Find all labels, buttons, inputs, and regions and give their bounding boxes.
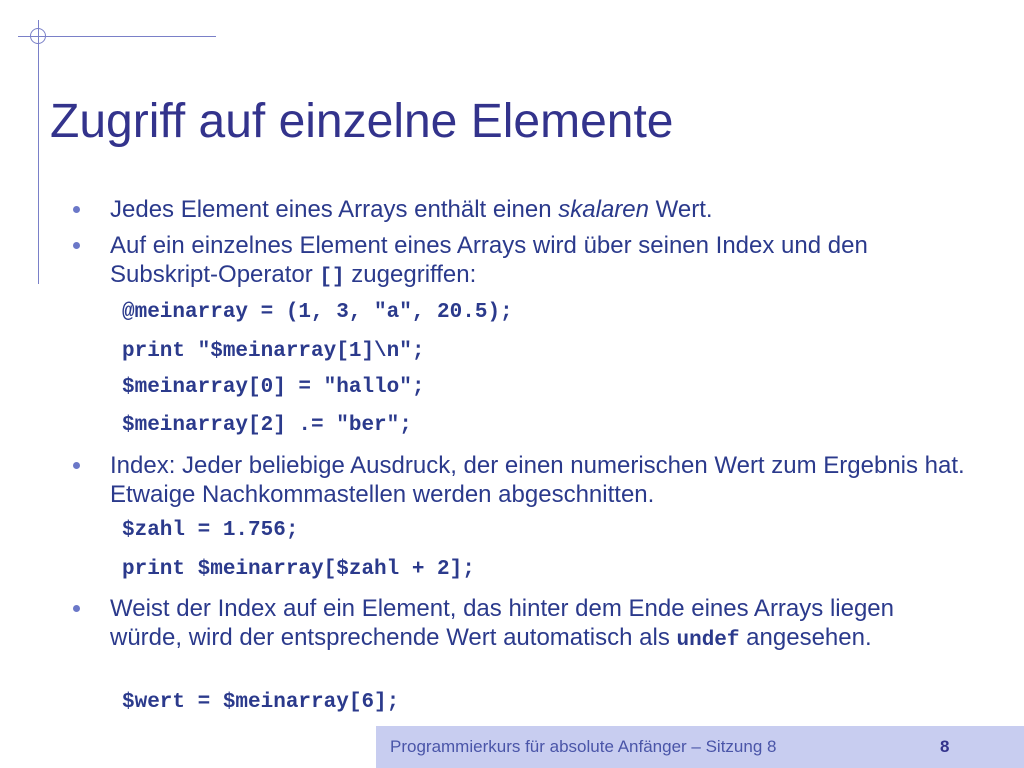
code-line: $wert = $meinarray[6]; <box>122 691 400 714</box>
code-line: $meinarray[0] = "hallo"; <box>122 376 425 399</box>
bullet-text: Jedes Element eines Arrays enthält einen <box>110 196 559 223</box>
code-line: @meinarray = (1, 3, "a", 20.5); <box>122 301 513 324</box>
bullet-text: Wert. <box>648 196 713 223</box>
footer-bar <box>376 726 1024 768</box>
bullet-emphasis: skalaren <box>558 196 649 223</box>
decorative-circle-icon <box>30 28 46 44</box>
bullet-text: zugegriffen: <box>344 261 477 288</box>
slide-title: Zugriff auf einzelne Elemente <box>50 95 674 148</box>
bullet-item <box>110 594 970 655</box>
bullet-inline-code: [] <box>319 266 345 289</box>
decorative-vertical-line <box>38 20 39 284</box>
bullet-text: Weist der Index auf ein Element, das hinter dem Ende eines Arrays liegen würde, wird der entsprechende Wert automatisch als <box>110 595 894 651</box>
bullet-dot-icon <box>73 206 80 213</box>
bullet-dot-icon <box>73 605 80 612</box>
bullet-dot-icon <box>73 242 80 249</box>
code-line: print $meinarray[$zahl + 2]; <box>122 558 475 581</box>
bullet-dot-icon <box>73 462 80 469</box>
bullet-item <box>110 231 970 292</box>
bullet-inline-code: undef <box>676 629 740 652</box>
footer-text: Programmierkurs für absolute Anfänger – Sitzung 8 <box>390 737 777 756</box>
bullet-item <box>110 195 970 224</box>
bullet-text: Index: Jeder beliebige Ausdruck, der einen numerischen Wert zum Ergebnis hat. Etwaige Nachkommastellen werden abgeschnitten. <box>110 452 965 508</box>
bullet-text: Auf ein einzelnes Element eines Arrays wird über seinen Index und den Subskript-Operator <box>110 232 868 288</box>
bullet-text: angesehen. <box>739 624 872 651</box>
code-line: $meinarray[2] .= "ber"; <box>122 414 412 437</box>
bullet-item <box>110 451 970 509</box>
page-number: 8 <box>940 737 950 756</box>
code-line: print "$meinarray[1]\n"; <box>122 340 425 363</box>
decorative-horizontal-line <box>18 36 216 37</box>
code-line: $zahl = 1.756; <box>122 519 299 542</box>
